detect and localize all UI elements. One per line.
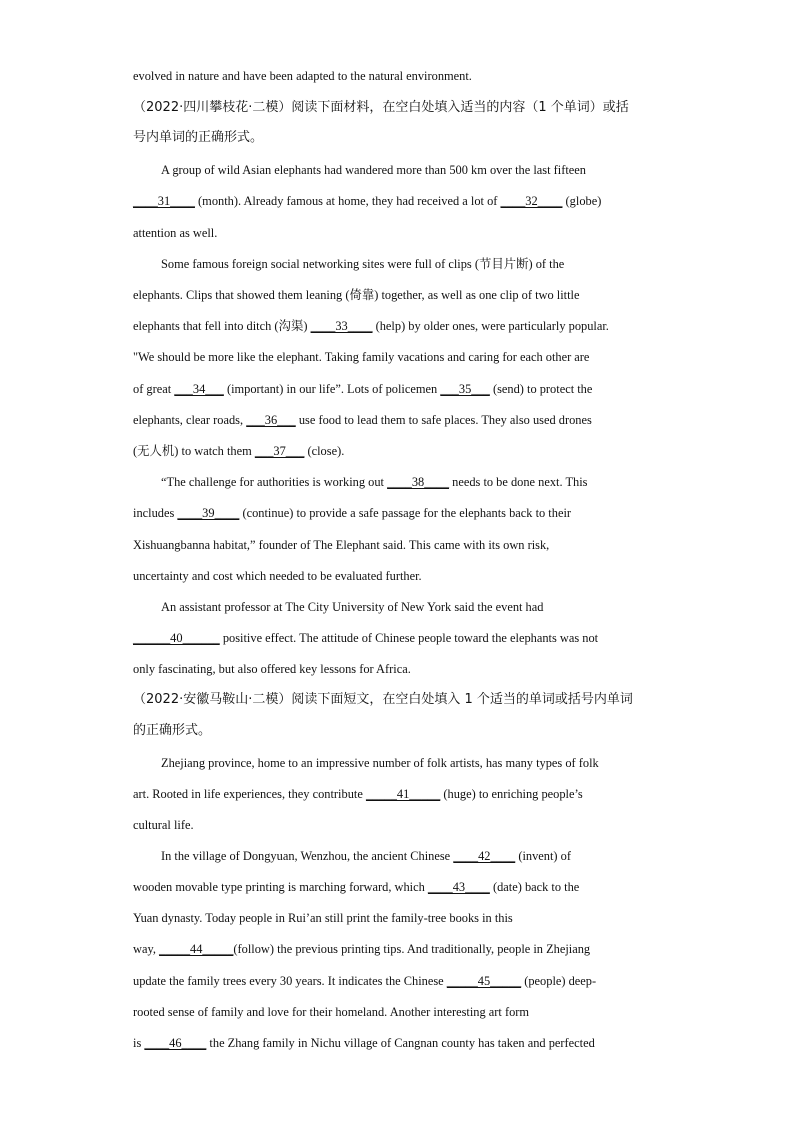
text-segment: An assistant professor at The City University of New York said the event had <box>161 600 544 614</box>
text-segment: 的正确形式。 <box>133 723 212 738</box>
text-segment: (send) to protect the <box>489 382 593 396</box>
text-segment: of great <box>133 382 175 396</box>
answer-blank: ___34___ <box>174 382 224 396</box>
answer-blank: _____45_____ <box>446 974 522 988</box>
text-segment: cultural life. <box>133 818 194 832</box>
text-segment: "We should be more like the elephant. Taking family vacations and caring for each other are <box>133 350 590 364</box>
text-segment: only fascinating, but also offered key lessons for Africa. <box>133 662 411 676</box>
text-segment: rooted sense of family and love for their homeland. Another interesting art form <box>133 1005 530 1019</box>
text-segment: (invent) of <box>515 849 571 863</box>
text-segment: art. Rooted in life experiences, they contribute <box>133 787 366 801</box>
text-segment: (close). <box>304 444 345 458</box>
text-line-continued <box>133 68 472 84</box>
paragraph-5-line <box>133 786 583 802</box>
answer-blank: ____31____ <box>133 194 195 208</box>
text-segment: (help) by older ones, were particularly popular. <box>372 319 609 333</box>
paragraph-2-line <box>161 256 564 272</box>
paragraph-6-line <box>133 973 596 989</box>
text-segment: (huge) to enriching people’s <box>440 787 583 801</box>
answer-blank: ____46____ <box>144 1036 207 1050</box>
paragraph-6-line <box>133 910 513 926</box>
paragraph-3-line <box>133 537 549 553</box>
text-segment: evolved in nature and have been adapted to the natural environment. <box>133 69 472 83</box>
text-segment: elephants, clear roads, <box>133 413 247 427</box>
text-segment: Zhejiang province, home to an impressive number of folk artists, has many types of folk <box>161 756 599 770</box>
paragraph-1-line <box>133 225 217 241</box>
text-segment: the Zhang family in Nichu village of Cangnan county has taken and perfected <box>206 1036 595 1050</box>
text-segment: (date) back to the <box>489 880 580 894</box>
text-segment: （2022·安徽马鞍山·二模）阅读下面短文，在空白处填入 1 个适当的单词或括号内单词 <box>133 692 633 707</box>
paragraph-4-line <box>161 599 543 615</box>
answer-blank: ___35___ <box>440 382 490 396</box>
section-heading-anhui-line2 <box>133 723 211 739</box>
text-segment: attention as well. <box>133 226 218 240</box>
text-segment: needs to be done next. This <box>449 475 588 489</box>
text-segment: elephants that fell into ditch (沟渠) <box>133 319 311 333</box>
text-segment: In the village of Dongyuan, Wenzhou, the ancient Chinese <box>161 849 454 863</box>
answer-blank: ____38____ <box>387 475 450 489</box>
paragraph-1-line <box>161 162 586 178</box>
text-segment: “The challenge for authorities is working out <box>161 475 388 489</box>
paragraph-6-line <box>133 941 590 957</box>
text-segment: includes <box>133 506 178 520</box>
paragraph-3-line <box>133 568 422 584</box>
paragraph-6-line <box>133 879 579 895</box>
text-segment: (month). Already famous at home, they had received a lot of <box>194 194 501 208</box>
text-segment: way, <box>133 942 160 956</box>
text-segment: wooden movable type printing is marching forward, which <box>133 880 428 894</box>
paragraph-5-line <box>133 817 194 833</box>
answer-blank: _____44_____ <box>159 942 234 956</box>
text-segment: (globe) <box>562 194 602 208</box>
paragraph-6-line <box>133 1035 595 1051</box>
paragraph-3-line <box>133 505 571 521</box>
answer-blank: ______40______ <box>133 631 220 645</box>
answer-blank: ____39____ <box>177 506 240 520</box>
text-segment: （2022·四川攀枝花·二模）阅读下面材料，在空白处填入适当的内容（1 个单词）或括 <box>133 100 629 115</box>
paragraph-2-line <box>133 412 592 428</box>
text-segment: is <box>133 1036 145 1050</box>
text-segment: (important) in our life”. Lots of policemen <box>223 382 441 396</box>
paragraph-4-line <box>133 661 411 677</box>
text-segment: Some famous foreign social networking sites were full of clips (节目片断) of the <box>161 257 565 271</box>
paragraph-5-line <box>161 755 599 771</box>
answer-blank: ____43____ <box>427 880 490 894</box>
paragraph-4-line <box>133 630 598 646</box>
paragraph-2-line <box>133 349 589 365</box>
text-segment: Xishuangbanna habitat,” founder of The Elephant said. This came with its own risk, <box>133 538 550 552</box>
paragraph-6-line <box>161 848 571 864</box>
paragraph-6-line <box>133 1004 529 1020</box>
text-segment: (continue) to provide a safe passage for the elephants back to their <box>239 506 572 520</box>
text-segment: positive effect. The attitude of Chinese people toward the elephants was not <box>219 631 599 645</box>
text-segment: elephants. Clips that showed them leaning (倚靠) together, as well as one clip of two little <box>133 288 580 302</box>
text-segment: (无人机) to watch them <box>133 444 255 458</box>
paragraph-2-line <box>133 443 344 459</box>
text-segment: uncertainty and cost which needed to be evaluated further. <box>133 569 422 583</box>
section-heading-sichuan <box>133 100 629 116</box>
section-heading-sichuan-line2 <box>133 130 263 146</box>
paragraph-3-line <box>161 474 587 490</box>
text-segment: (people) deep- <box>521 974 597 988</box>
answer-blank: ___37___ <box>254 444 305 458</box>
answer-blank: ____33____ <box>310 319 373 333</box>
answer-blank: ____42____ <box>453 849 516 863</box>
section-heading-anhui <box>133 692 633 708</box>
text-segment: 号内单词的正确形式。 <box>133 130 264 145</box>
text-segment: update the family trees every 30 years. It indicates the Chinese <box>133 974 447 988</box>
text-segment: (follow) the previous printing tips. And traditionally, people in Zhejiang <box>233 942 591 956</box>
paragraph-1-line <box>133 193 601 209</box>
answer-blank: ____32____ <box>500 194 563 208</box>
text-segment: A group of wild Asian elephants had wandered more than 500 km over the last fifteen <box>161 163 586 177</box>
paragraph-2-line <box>133 287 580 303</box>
paragraph-2-line <box>133 318 609 334</box>
paragraph-2-line <box>133 381 592 397</box>
text-segment: use food to lead them to safe places. They also used drones <box>295 413 592 427</box>
answer-blank: ___36___ <box>246 413 296 427</box>
text-segment: Yuan dynasty. Today people in Rui’an still print the family-tree books in this <box>133 911 513 925</box>
answer-blank: _____41_____ <box>365 787 441 801</box>
